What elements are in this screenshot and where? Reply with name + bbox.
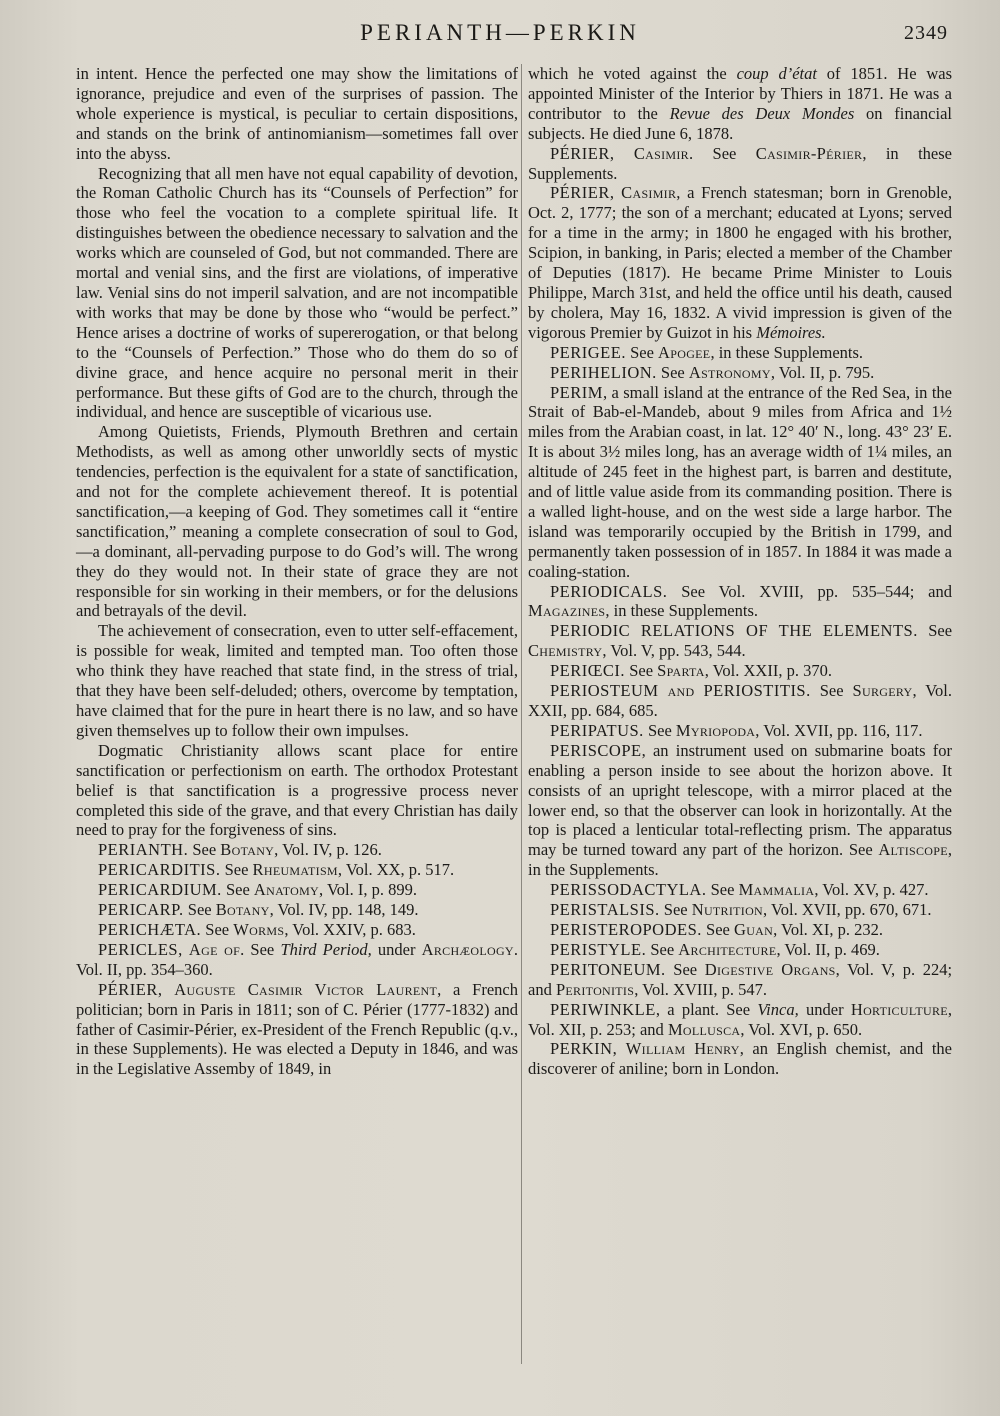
entry-perihelion: [528, 363, 952, 383]
entry-perim: [528, 383, 952, 582]
entry-perianth: [76, 840, 518, 860]
reference-text: , Vol. V, pp. 543, 544.: [602, 641, 746, 661]
reference-text: , Vol. XVI, p. 650.: [740, 1019, 863, 1039]
entry-perioeci: [528, 661, 952, 681]
see-text: . See: [689, 143, 737, 163]
running-head: [0, 18, 1000, 52]
italic-reference: Vinca,: [757, 999, 799, 1019]
see-text: See: [660, 362, 685, 382]
see-text: See: [673, 959, 698, 979]
page-title: PERIANTH—PERKIN: [360, 20, 640, 45]
entry-text: , a plant. See: [655, 999, 751, 1019]
entry-pericles: [76, 940, 518, 980]
entry-perier-auguste-continued: [528, 64, 952, 144]
see-text: See: [192, 840, 217, 860]
entry-headword: PERITONEUM.: [550, 959, 666, 979]
entry-text: See Vol. XVIII, pp. 535–544; and: [681, 581, 953, 601]
entry-text: , a small island at the entrance of the Red Sea, in the Strait of Bab-el-Mandeb, about 9 miles from Africa and 1½ miles from the Arabian coast, in lat. 12° 40′ N., long. 43° 23′ E. It is about 3½ miles long, has an average width of 1¼ miles, an altitude of 245 feet in the highest part, is barren and destitute, and of little value aside from its commanding position. There is a walled light-house, and on the west side a large harbor. The island was temporarily occupied by the British in 1799, and permanently taken possession of in 1857. In 1884 it was made a coaling-station.: [528, 382, 952, 581]
entry-periodic-relations: [528, 621, 952, 661]
entry-headword: PERISTEROPODES.: [550, 919, 702, 939]
entry-headword: PÉRIER,: [98, 979, 163, 999]
entry-headword: PERIOSTEUM: [550, 681, 659, 701]
cross-reference: Botany: [220, 840, 275, 860]
cross-reference: Altiscope: [878, 840, 948, 860]
entry-periosteum: [528, 681, 952, 721]
cross-reference: Botany: [215, 900, 270, 920]
reference-text: , Vol. XXII, pp. 684, 685.: [528, 681, 952, 720]
cross-reference: Astronomy: [688, 362, 771, 382]
entry-headword: PERICARDITIS.: [98, 860, 221, 880]
reference-text: . Vol. II, pp. 354–360.: [76, 939, 519, 979]
entry-text: , an English chemist, and the discoverer of aniline; born in London.: [528, 1039, 953, 1079]
entry-text: , an instrument used on submarine boats for enabling a person inside to see about the horizon above. It consists of an upright telescope, with a mirror placed at the lower end, so that the observer can look in horizontally. At the top is placed a lenticular total-reflecting prism. The apparatus may be turned toward any part of the horizon. See: [528, 740, 952, 860]
reference-text: , Vol. II, p. 795.: [770, 362, 875, 382]
cross-reference: Nutrition: [691, 900, 764, 920]
reference-text: , Vol. XX, p. 517.: [337, 860, 455, 880]
entry-headword: PERIPATUS.: [550, 720, 644, 740]
entry-periscope: [528, 741, 952, 880]
entry-headword: PERIOSTITIS.: [703, 681, 811, 701]
reference-text: , in these Supplements.: [605, 601, 758, 621]
see-text: See: [928, 621, 953, 641]
entry-headword: PERIWINKLE: [550, 999, 656, 1019]
cross-reference: Magazines: [528, 601, 606, 621]
entry-peritoneum: [528, 960, 952, 1000]
see-text: See: [205, 919, 230, 939]
see-text: See: [187, 900, 212, 920]
entry-headword: PERISSODACTYLA.: [550, 880, 707, 900]
entry-pericarditis: [76, 860, 518, 880]
entry-peristalsis: [528, 900, 952, 920]
right-column: [528, 64, 952, 1079]
reference-text: , Vol. IV, p. 126.: [274, 840, 382, 860]
entry-headword: PERICHÆTA.: [98, 919, 202, 939]
entry-periodicals: [528, 582, 952, 622]
see-text: See: [224, 860, 249, 880]
entry-person-name: Auguste Casimir Victor Laurent: [174, 979, 438, 999]
entry-headword: PERISTALSIS.: [550, 900, 660, 920]
reference-text: , in these Supplements.: [528, 143, 952, 183]
entry-headword: PERISCOPE: [550, 740, 642, 760]
entry-headword: PERISTYLE.: [550, 939, 647, 959]
entry-headword: PERICLES,: [98, 939, 183, 959]
reference-text: , Vol. II, p. 469.: [776, 939, 880, 959]
cross-reference: Guan: [733, 919, 774, 939]
paragraph: Dogmatic Christianity allows scant place for entire sanctification or perfectionism on earth. The orthodox Protestant belief is that sanctification is a progressive process never completed this side of the grave, and that every Christian has daily need to pray for the forgiveness of sins.: [76, 740, 518, 840]
entry-text: , a French politician; born in Paris in 1811; son of C. Périer (1777-1832) and father of Casimir-Périer, ex-President of the French Republic (q.v., in these Supplements). He was elected a Deputy in 1846, and was in the Legislative Assemby of 1849, in: [76, 979, 518, 1079]
and-text: and: [667, 681, 695, 701]
entry-headword: PERIGEE.: [550, 342, 626, 362]
cross-reference: Apogee: [658, 342, 711, 362]
entry-headword: PERKIN,: [550, 1039, 618, 1059]
entry-headword: PERIANTH.: [98, 840, 189, 860]
entry-perichaeta: [76, 920, 518, 940]
italic-phrase: coup d’état: [736, 64, 817, 83]
entry-headword: PERIŒCI.: [550, 661, 626, 681]
reference-text: , Vol. XVIII, p. 547.: [634, 979, 767, 999]
entry-peristyle: [528, 940, 952, 960]
entry-perigee: [528, 343, 952, 363]
reference-text: , Vol. XVII, pp. 670, 671.: [763, 900, 932, 920]
italic-title: Revue des Deux Mondes: [669, 103, 855, 123]
entry-headword: PÉRIER,: [550, 143, 615, 163]
reference-text: , Vol. XV, p. 427.: [814, 880, 929, 900]
reference-text: , in the Supplements.: [528, 840, 952, 880]
see-text: See: [710, 880, 735, 900]
cross-reference: Architecture: [678, 939, 777, 959]
paragraph: Recognizing that all men have not equal capability of devotion, the Roman Catholic Church has its “Counsels of Perfection” for those who feel the vocation to a complete spiritual life. It distinguishes between the obedience necessary to salvation and the works which are counseled of God, but not commanded. There are mortal and venial sins, and the first are violations, of imperative law. Venial sins do not imperil salvation, and are not incompatible with works that may be done by those who “would be perfect.” Hence arises a doctrine of works of supererogation, or that belong to the “Counsels of Perfection.” Those who do them do so of divine grace, and hence acquire no personal merit in their performance. But these gifts of God are to the church, through the individual, and hence are susceptible of vicarious use.: [76, 163, 518, 422]
cross-reference: Chemistry: [528, 641, 603, 661]
see-text: See: [630, 342, 654, 362]
see-text: See: [225, 880, 250, 900]
entry-text: , Vol. V, p. 224; and: [528, 959, 953, 999]
entry-headword: PÉRIER,: [550, 183, 615, 203]
italic-title: Mémoires.: [756, 322, 826, 342]
paragraph: Among Quietists, Friends, Plymouth Brethren and certain Methodists, as well as among other unworldly sects of mystic tendencies, perfection is the equivalent for a state of sanctification, and not for the complete achievement thereof. It is potential sanctification,—a keeping of God. They sometimes call it “entire sanctification,” meaning a complete consecration of soul to God,—a dominant, all-pervading purpose to do God’s will. The wrong they do they would not. In their state of grace they are not responsible for sin working in their members, or for the delusions and betrayals of the devil.: [76, 422, 518, 621]
cross-reference: Horticulture: [850, 999, 948, 1019]
entry-text: , Vol. XII, p. 253; and: [528, 999, 953, 1039]
cross-reference: Digestive Organs: [704, 959, 836, 979]
entry-text: of 1851. He was appointed Minister of the Interior by Thiers in 1871. He was a contributor to the: [528, 64, 953, 123]
paragraph: in intent. Hence the perfected one may show the limitations of ignorance, prejudice and even of the surprises of passion. The whole experience is mystical, is peculiar to certain dispositions, and stands on the brink of antinomianism—sometimes fall over into the abyss.: [76, 64, 518, 163]
see-text: See: [629, 661, 654, 681]
cross-reference: Peritonitis: [555, 979, 635, 999]
see-text: See: [819, 681, 844, 701]
italic-reference: Third Period,: [280, 939, 372, 959]
entry-headword: PERIODICALS.: [550, 581, 668, 601]
see-text: See: [663, 900, 688, 920]
cross-reference: Rheumatism: [252, 860, 338, 880]
reference-text: , Vol. XI, p. 232.: [773, 919, 883, 939]
page-number: 2349: [904, 22, 948, 44]
entry-person-name: William Henry: [625, 1039, 740, 1059]
entry-text: on financial subjects. He died June 6, 1878.: [528, 103, 952, 143]
reference-text: , Vol. IV, pp. 148, 149.: [269, 900, 419, 920]
entry-perkin: [528, 1039, 952, 1079]
entry-perier-casimir-see: [528, 144, 952, 184]
reference-text: , in these Supplements.: [710, 342, 864, 362]
entry-text: , a French statesman; born in Grenoble, Oct. 2, 1777; the son of a merchant; educated at Lyons; served for a time in the army; in 1800 he engaged with his brother, Scipion, in banking, in Paris; elected a member of the Chamber of Deputies (1817). He became Prime Minister to Louis Philippe, March 31st, and held the office until his death, caused by cholera, May 16, 1832. A vivid impression is given of the vigorous Premier by Guizot in his: [528, 183, 953, 342]
entry-perissodactyla: [528, 880, 952, 900]
entry-periwinkle: [528, 1000, 952, 1040]
cross-reference: Archæology: [421, 939, 514, 959]
cross-reference: Myriopoda: [675, 720, 756, 740]
entry-headword: PERIHELION.: [550, 362, 657, 382]
reference-text: , Vol. XXIV, p. 683.: [284, 919, 416, 939]
entry-subhead: Age of: [188, 939, 241, 959]
cross-reference: Mammalia: [738, 880, 815, 900]
see-text: . See: [240, 939, 275, 959]
reference-text: , Vol. I, p. 899.: [319, 880, 417, 900]
entry-person-name: Casimir: [633, 143, 689, 163]
cross-reference: Mollusca: [667, 1019, 741, 1039]
entry-headword: PERIM: [550, 382, 603, 402]
entry-person-name: Casimir: [621, 183, 677, 203]
reference-text: , Vol. XVII, pp. 116, 117.: [755, 720, 923, 740]
cross-reference: Sparta: [657, 661, 705, 681]
entry-perier-auguste: [76, 980, 518, 1080]
entry-headword: PERICARP.: [98, 900, 184, 920]
entry-perier-casimir: [528, 183, 952, 342]
cross-reference: Casimir-Périer: [755, 143, 863, 163]
cross-reference: Anatomy: [253, 880, 320, 900]
cross-reference: Worms: [233, 919, 285, 939]
cross-reference: Surgery: [852, 681, 913, 701]
see-text: See: [650, 939, 675, 959]
see-text: See: [647, 720, 672, 740]
see-text: See: [706, 919, 730, 939]
entry-pericarp: [76, 900, 518, 920]
under-text: under: [806, 999, 844, 1019]
reference-text: , Vol. XXII, p. 370.: [704, 661, 832, 681]
paragraph: The achievement of consecration, even to utter self-effacement, is possible for weak, limited and tempted man. Too often those who think they have reached that state find, in the stress of trial, that they have been self-deluded; others, overcome by temptation, have claimed that for the pure in heart there is no law, and so have given themselves up to follow their own impulses.: [76, 621, 518, 740]
left-column: [76, 64, 518, 1079]
entry-peripatus: [528, 721, 952, 741]
entry-text: which he voted against the: [528, 64, 727, 83]
under-text: under: [377, 939, 416, 959]
entry-headword: PERIODIC RELATIONS OF THE ELEMENTS.: [550, 621, 918, 641]
entry-headword: PERICARDIUM.: [98, 880, 222, 900]
entry-pericardium: [76, 880, 518, 900]
entry-peristeropodes: [528, 920, 952, 940]
column-divider: [521, 64, 522, 1364]
